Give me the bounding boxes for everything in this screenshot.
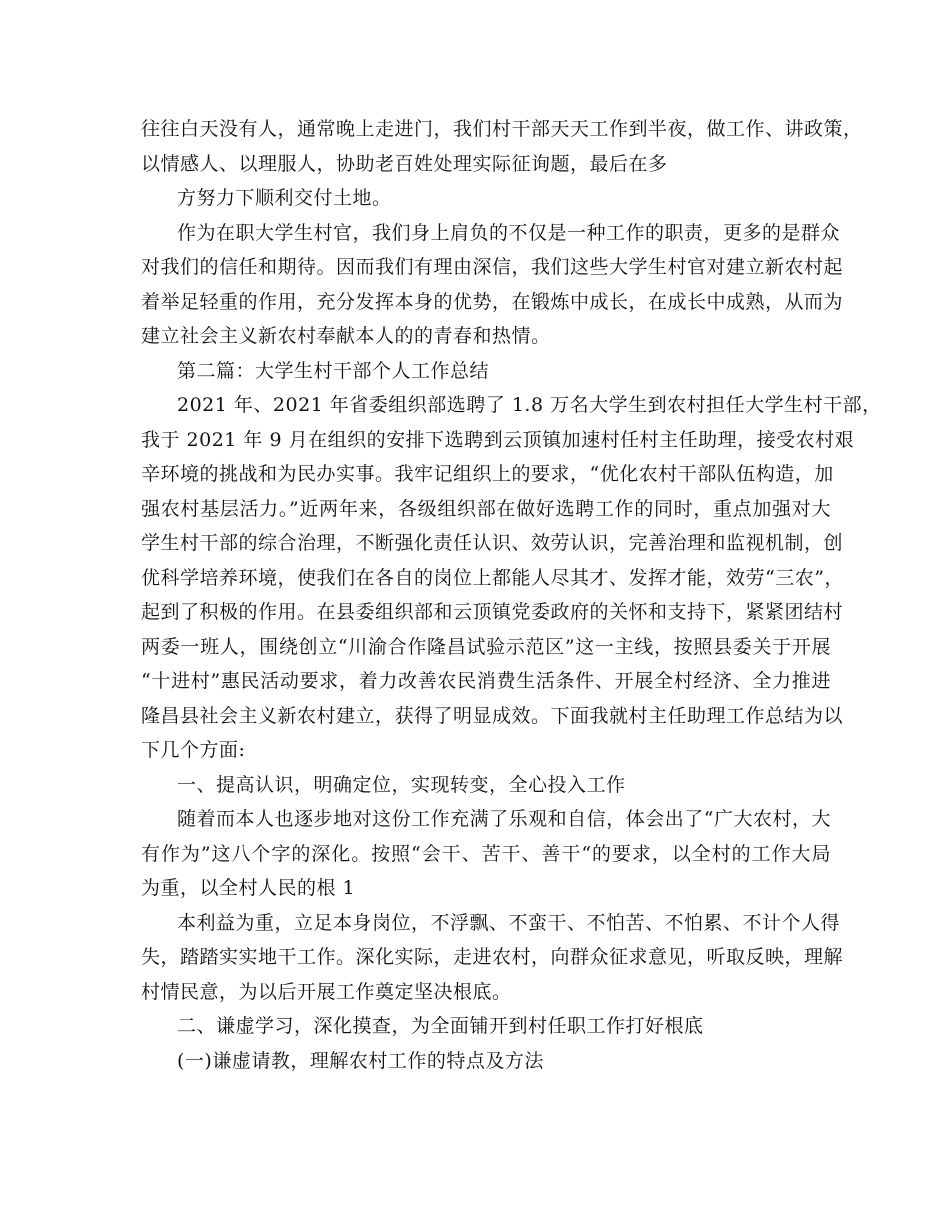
text-line: “十进村”惠民活动要求，着力改善农民消费生活条件、开展全村经济、全力推进 (141, 670, 831, 692)
section-heading-part-1 (141, 768, 831, 803)
text-line: 对我们的信任和期待。因而我们有理由深信，我们这些大学生村官对建立新农村起 (141, 256, 844, 278)
text-line: 本利益为重，立足本身岗位，不浮飘、不蛮干、不怕苦、不怕累、不计个人得 (177, 911, 841, 934)
text-line: 强农村基层活力。”近两年来，各级组织部在做好选聘工作的同时，重点加强对大 (141, 497, 831, 520)
text-line: 作为在职大学生村官，我们身上肩负的不仅是一种工作的职责，更多的是群众 (177, 221, 841, 244)
paragraph-4 (141, 388, 882, 768)
paragraph-5 (141, 802, 831, 906)
text-line: 建立社会主义新农村奉献本人的的青春和热情。 (141, 325, 551, 347)
text-line: 隆昌县社会主义新农村建立，获得了明显成效。下面我就村主任助理工作总结为以 (141, 704, 844, 727)
text-line: 为重，以全村人民的根 1 (141, 877, 356, 899)
paragraph-1 (141, 112, 863, 181)
text-line: 辛环境的挑战和为民办实事。我牢记组织上的要求，“优化农村干部队伍构造，加 (141, 463, 834, 485)
text-line: 2021 年、2021 年省委组织部选聘了 1.8 万名大学生到农村担任大学生村干部， (177, 394, 882, 416)
section-heading-2 (141, 354, 831, 389)
text-line: 下几个方面: (141, 739, 246, 761)
heading-text: 二、谦虚学习，深化摸查，为全面铺开到村任职工作打好根底 (177, 1015, 704, 1037)
text-line: 有作为”这八个字的深化。按照“会干、苦干、善干“的要求，以全村的工作大局 (141, 842, 831, 865)
text-line: 两委一班人，围绕创立“川渝合作隆昌试验示范区”这一主线，按照县委关于开展 (141, 635, 831, 658)
heading-text: (一)谦虚请教，理解农村工作的特点及方法 (177, 1049, 544, 1072)
subsection-heading-1 (141, 1044, 831, 1079)
paragraph-3 (141, 216, 844, 354)
text-line: 随着而本人也逐步地对这份工作充满了乐观和自信，体会出了“广大农村，大 (177, 808, 831, 830)
text-line: 优科学培养环境，使我们在各自的岗位上都能人尽其才、发挥才能，效劳“三农”， (141, 566, 844, 589)
text-line: 村情民意，为以后开展工作奠定坚决根底。 (141, 980, 512, 1003)
text-line: 学生村干部的综合治理，不断强化责任认识、效劳认识，完善治理和监视机制，创 (141, 532, 844, 554)
heading-text: 第二篇：大学生村干部个人工作总结 (177, 359, 490, 382)
section-heading-part-2 (141, 1009, 831, 1044)
text-line: 失，踏踏实实地干工作。深化实际，走进农村，向群众征求意见，听取反映，理解 (141, 946, 844, 968)
text-line: 我于 2021 年 9 月在组织的安排下选聘到云顶镇加速村任村主任助理，接受农村艰 (141, 428, 855, 451)
text-line: 着举足轻重的作用，充分发挥本身的优势，在锻炼中成长，在成长中成熟，从而为 (141, 290, 844, 313)
text-line: 起到了积极的作用。在县委组织部和云顶镇党委政府的关怀和支持下，紧紧团结村 (141, 601, 844, 623)
heading-text: 一、提高认识，明确定位，实现转变，全心投入工作 (177, 773, 626, 796)
document-body (141, 112, 882, 1078)
text-line: 方努力下顺利交付土地。 (177, 187, 392, 209)
text-line: 往往白天没有人，通常晚上走进门，我们村干部天天工作到半夜，做工作、讲政策， (141, 118, 863, 140)
text-line: 以情感人、以理服人，协助老百姓处理实际征询题，最后在多 (141, 152, 668, 175)
paragraph-2 (141, 181, 831, 216)
paragraph-6 (141, 906, 844, 1010)
